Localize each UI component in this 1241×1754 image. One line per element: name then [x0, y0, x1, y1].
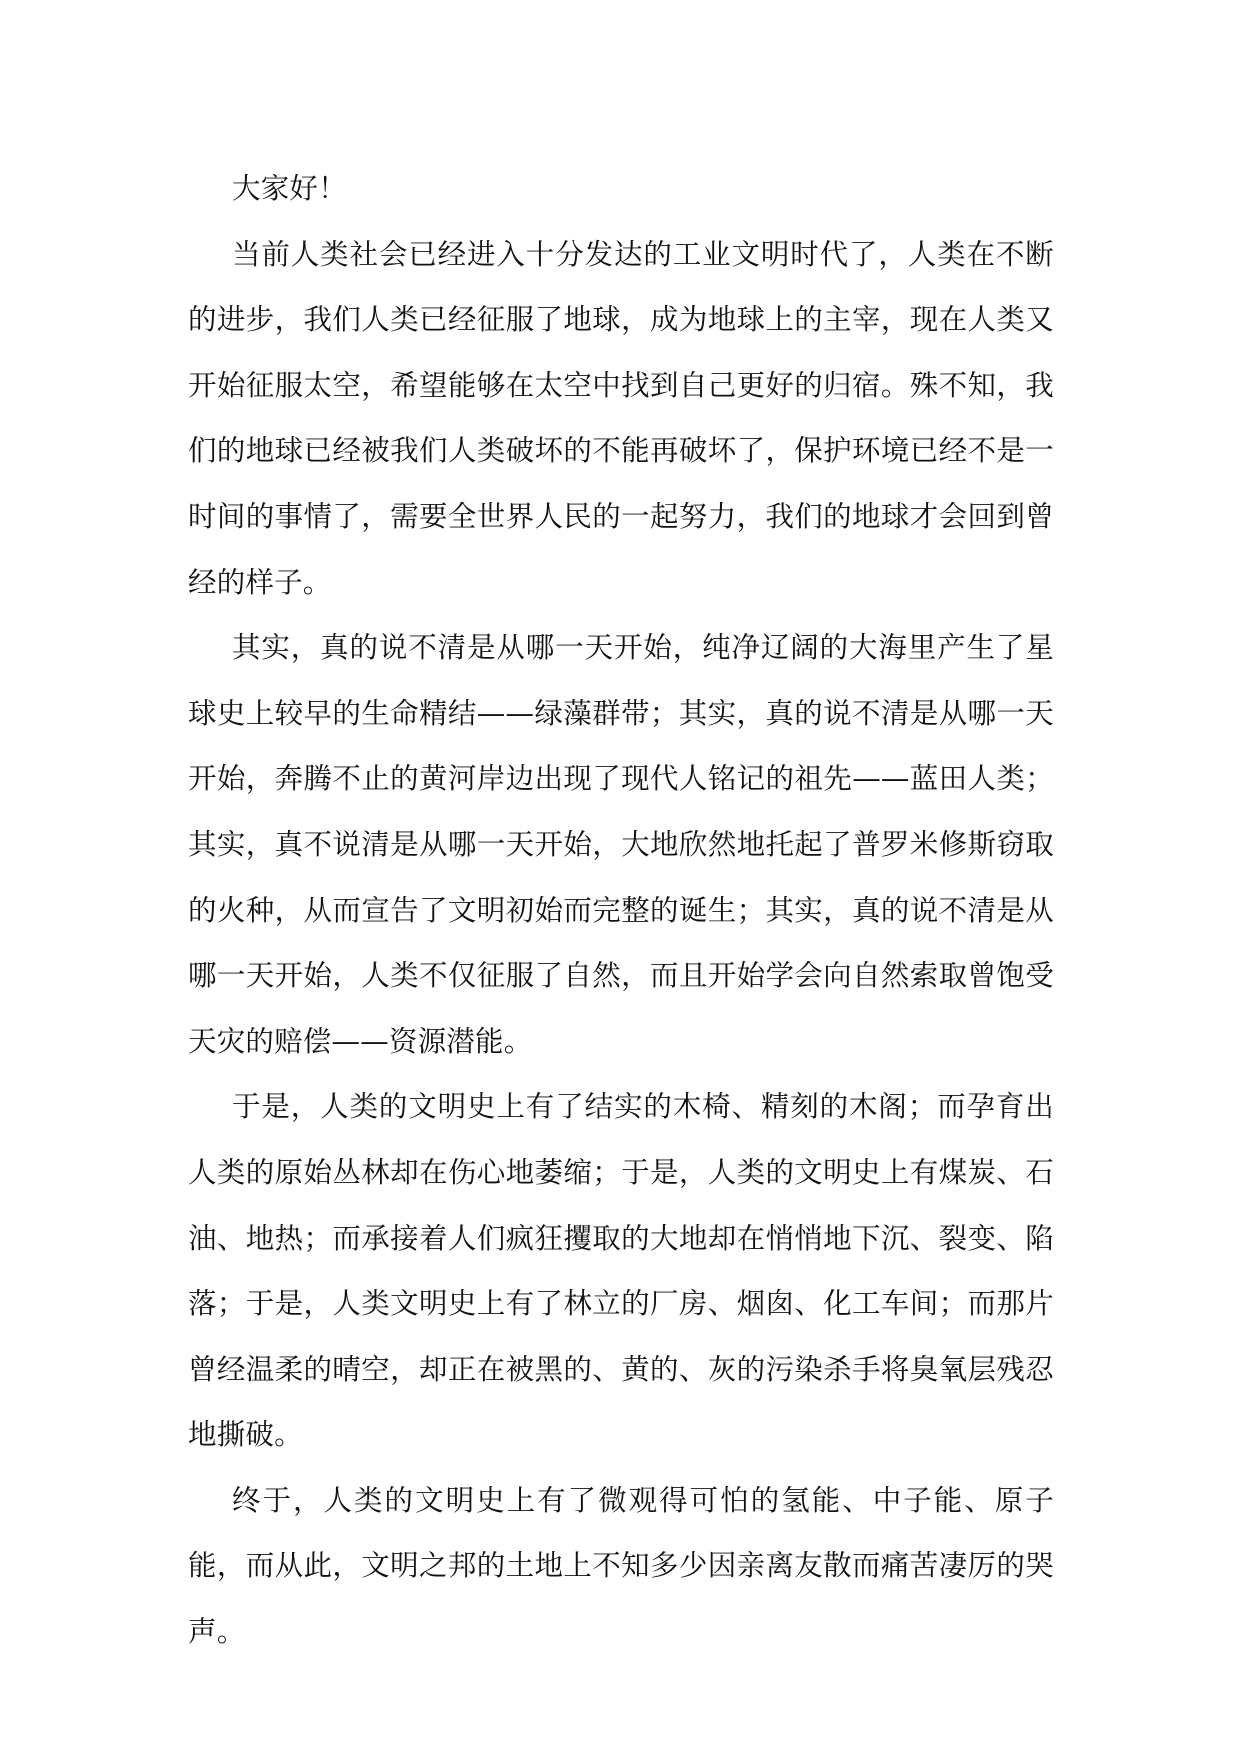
paragraph-finally: 终于，人类的文明史上有了微观得可怕的氢能、中子能、原子能，而从此，文明之邦的土地上不知多少因亲离友散而痛苦凄厉的哭声。 [188, 1483, 1054, 1649]
document-body [188, 156, 1054, 1665]
paragraph-industrial-civilization: 当前人类社会已经进入十分发达的工业文明时代了，人类在不断的进步，我们人类已经征服了地球，成为地球上的主宰，现在人类又开始征服太空，希望能够在太空中找到自己更好的归宿。殊不知，我们的地球已经被我们人类破坏的不能再破坏了，保护环境已经不是一时间的事情了，需要全世界人民的一起努力，我们的地球才会回到曾经的样子。 [188, 237, 1054, 599]
paragraph-consequences: 于是，人类的文明史上有了结实的木椅、精刻的木阁；而孕育出人类的原始丛林却在伤心地萎缩；于是，人类的文明史上有煤炭、石油、地热；而承接着人们疯狂攫取的大地却在悄悄地下沉、裂变、陷落；于是，人类文明史上有了林立的厂房、烟囱、化工车间；而那片曾经温柔的晴空，却正在被黑的、黄的、灰的污染杀手将臭氧层残忍地撕破。 [188, 1090, 1054, 1452]
greeting-paragraph: 大家好！ [232, 172, 347, 205]
paragraph-origins: 其实，真的说不清是从哪一天开始，纯净辽阔的大海里产生了星球史上较早的生命精结——绿藻群带；其实，真的说不清是从哪一天开始，奔腾不止的黄河岸边出现了现代人铭记的祖先——蓝田人类；其实，真不说清是从哪一天开始，大地欣然地托起了普罗米修斯窃取的火种，从而宣告了文明初始而完整的诞生；其实，真的说不清是从哪一天开始，人类不仅征服了自然，而且开始学会向自然索取曾饱受天灾的赔偿——资源潜能。 [188, 631, 1054, 1058]
